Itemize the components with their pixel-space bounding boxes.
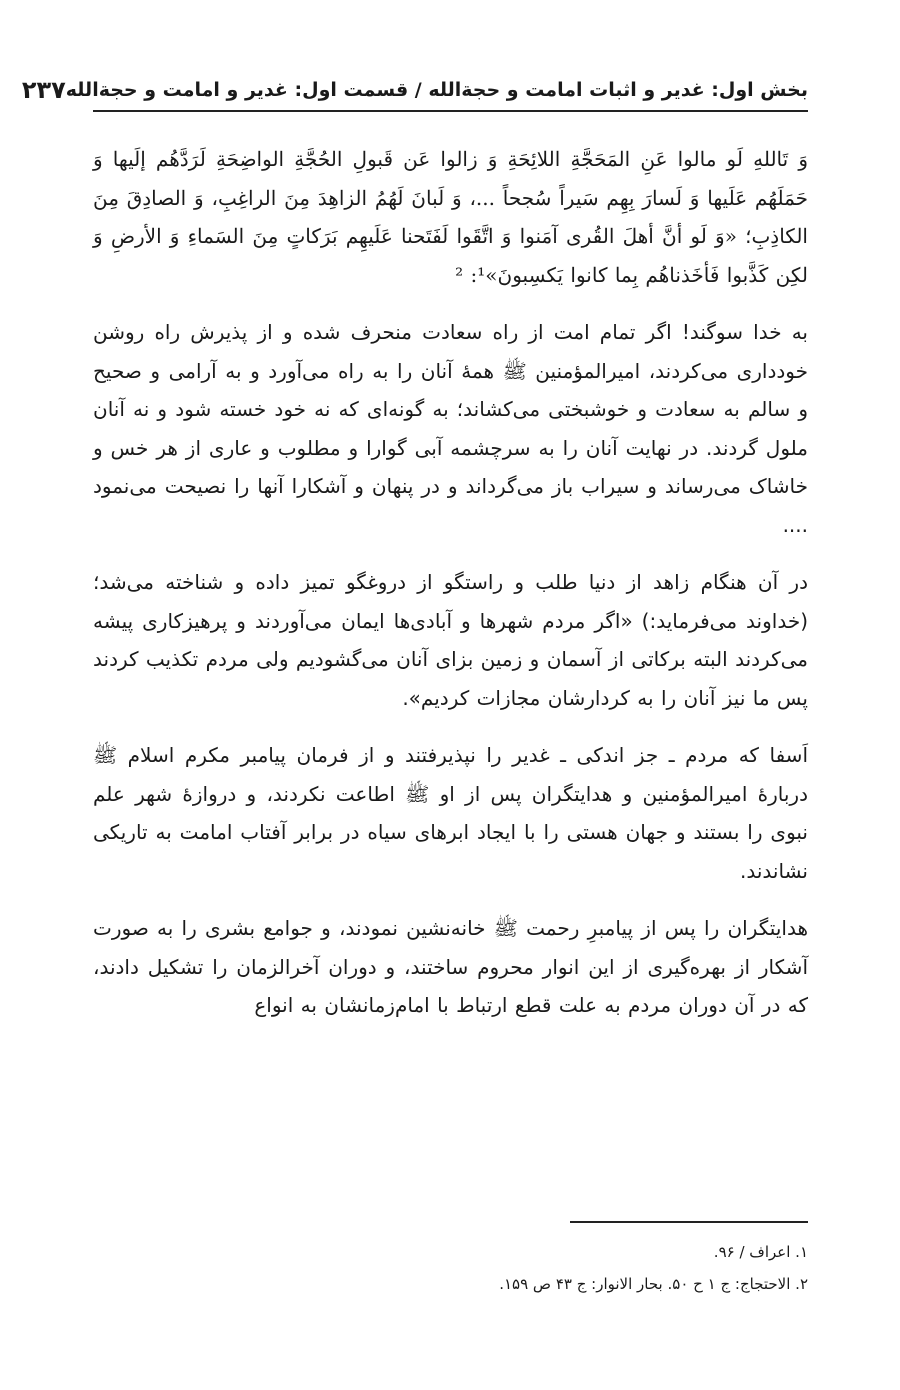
- footnotes: [93, 1236, 808, 1300]
- paragraph: هدایتگران را پس از پیامبرِ رحمت ﷺ خانه‌نشین نمودند، و جوامع بشری را به صورت آشکار از بهره‌گیری از این انوار محروم ساختند، و دوران آخرالزمان را تشکیل دادند، که در آن دوران مردم به علت قطع ارتباط با امام‌زمانشان به انواع: [93, 916, 808, 1017]
- footnote-item: ۱. اعراف / ۹۶.: [713, 1243, 808, 1261]
- paragraph: اَسفا که مردم ـ جز اندکی ـ غدیر را نپذیرفتند و از فرمان پیامبر مکرم اسلام ﷺ دربارهٔ امیرالمؤمنین و هدایتگران پس از او ﷺ اطاعت نکردند، و دروازهٔ شهر علم نبوی را بستند و جهان هستی را با ایجاد ابرهای سیاه در برابر آفتاب امامت به تاریکی نشاندند.: [93, 743, 808, 883]
- paragraph-arabic-quote: وَ تَاللهِ لَو مالوا عَنِ المَحَجَّةِ اللائِحَةِ وَ زالوا عَن قَبولِ الحُجَّةِ الواضِحَةِ لَرَدَّهُم إلَيها وَ حَمَلَهُم عَلَيها وَ لَسارَ بِهِم سَيراً سُجحاً ...، وَ لَبانَ لَهُمُ الزاهِدَ مِنَ الراغِبِ، وَ الصادِقَ مِنَ الكاذِبِ؛ «وَ لَو أنَّ أهلَ القُرى آمَنوا وَ اتَّقَوا لَفَتَحنا عَلَيهِم بَرَكاتٍ مِنَ السَماءِ وَ الأرضِ وَ لكِن كَذَّبوا فَأخَذناهُم بِما كانوا يَكسِبونَ»¹: ²: [93, 147, 808, 287]
- paragraph: در آن هنگام زاهد از دنیا طلب و راستگو از دروغگو تمیز داده و شناخته می‌شد؛ (خداوند می‌فرماید:) «اگر مردم شهرها و آبادی‌ها ایمان می‌آوردند و پرهیزکاری پیشه می‌کردند البته برکاتی از آسمان و زمین بزای آنان می‌گشودیم ولی مردم تکذیب کردند پس ما نیز آنان را به کردارشان مجازات کردیم».: [93, 570, 808, 710]
- page-number: ۲۳۷: [21, 76, 66, 104]
- paragraph: به خدا سوگند! اگر تمام امت از راه سعادت منحرف شده و از پذیرش راه روشن خودداری می‌کردند، امیرالمؤمنین ﷺ همهٔ آنان را به راه می‌آورد و به آرامی و صحیح و سالم به سعادت و خوشبختی می‌کشاند؛ به گونه‌ای که نه خود خسته شود و نه آنان ملول گردند. در نهایت آنان را به سرچشمه آبی گوارا و مطلوب و عاری از هر خس و خاشاک می‌رساند و سیراب باز می‌گرداند و در پنهان و آشکارا آنها را نصیحت می‌نمود ....: [93, 320, 808, 537]
- running-header: [21, 70, 808, 112]
- footnote-item: ۲. الاحتجاج: ج ۱ ح ۵۰. بحار الانوار: ج ۴۳ ص ۱۵۹.: [499, 1275, 808, 1293]
- header-title: بخش اول: غدیر و اثبات امامت و حجةالله / قسمت اول: غدیر و امامت و حجةالله: [65, 79, 808, 101]
- footnote-divider: [570, 1221, 808, 1223]
- body-text: [93, 140, 808, 1044]
- book-page: [21, 0, 808, 1390]
